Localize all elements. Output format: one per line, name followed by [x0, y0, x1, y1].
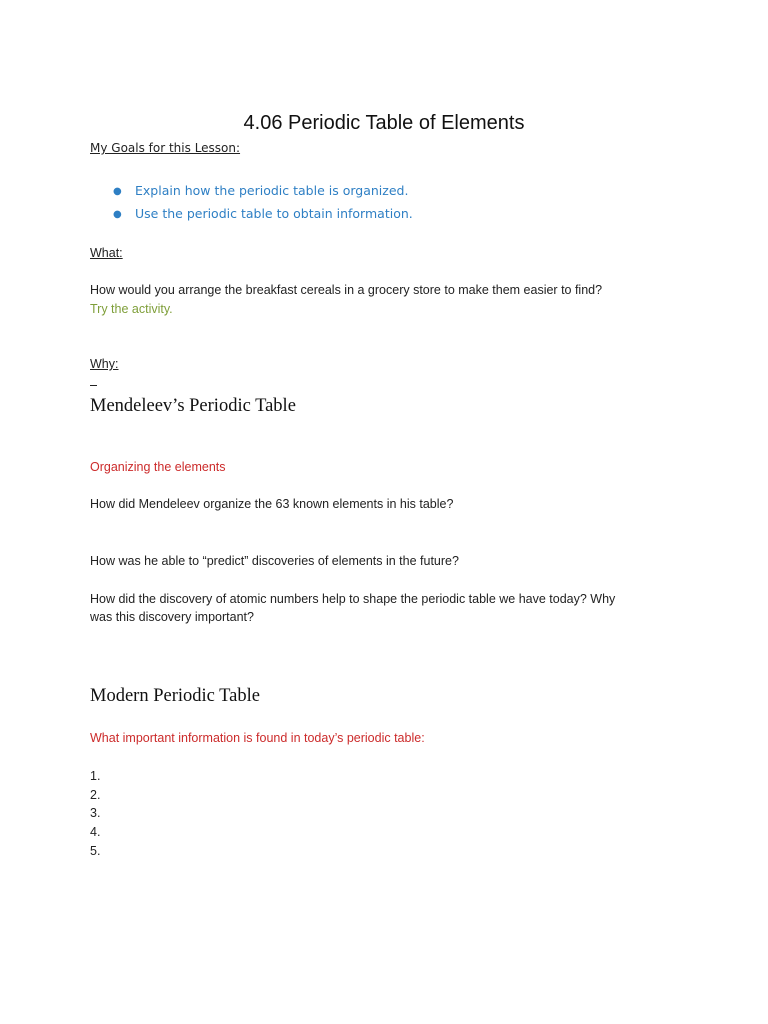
document-title: 4.06 Periodic Table of Elements — [243, 112, 525, 134]
list-item: 2. — [90, 788, 101, 802]
short-dash — [90, 385, 97, 386]
mendeleev-heading: Mendeleev’s Periodic Table — [90, 396, 296, 416]
modern-heading: Modern Periodic Table — [90, 686, 260, 706]
modern-subheading: What important information is found in today’s periodic table: — [90, 731, 425, 745]
why-label: Why: — [90, 357, 119, 371]
organizing-subheading: Organizing the elements — [90, 460, 226, 474]
question-importance: was this discovery important? — [90, 610, 254, 624]
list-item: 1. — [90, 769, 101, 783]
try-activity-link[interactable]: Try the activity. — [90, 302, 173, 316]
bullet-icon: ● — [113, 186, 122, 197]
list-item: 4. — [90, 825, 101, 839]
goal-item — [113, 183, 408, 198]
question-organize: How did Mendeleev organize the 63 known elements in his table? — [90, 497, 454, 511]
what-label: What: — [90, 246, 123, 260]
goals-heading: My Goals for this Lesson: — [90, 141, 241, 155]
question-predict: How was he able to “predict” discoveries of elements in the future? — [90, 554, 459, 568]
goal-text: Use the periodic table to obtain information. — [135, 206, 413, 221]
what-question: How would you arrange the breakfast cereals in a grocery store to make them easier to find? — [90, 283, 603, 297]
list-item: 3. — [90, 806, 101, 820]
question-atomic-numbers: How did the discovery of atomic numbers help to shape the periodic table we have today? Why — [90, 592, 616, 606]
list-item: 5. — [90, 844, 101, 858]
bullet-icon: ● — [113, 209, 122, 220]
goal-text: Explain how the periodic table is organized. — [135, 183, 409, 198]
goal-item — [113, 206, 413, 221]
